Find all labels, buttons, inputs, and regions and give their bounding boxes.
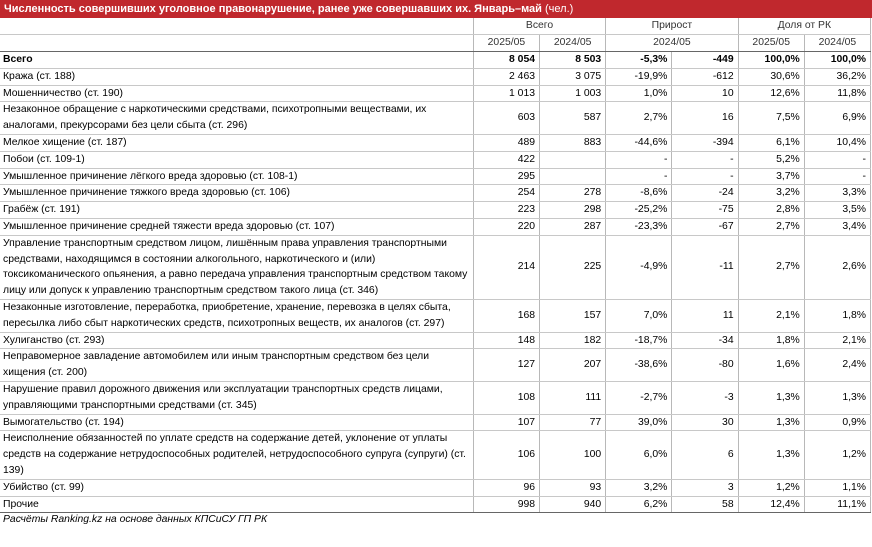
cell-v2024: 883 bbox=[540, 134, 606, 151]
row-name: Хулиганство (ст. 293) bbox=[0, 332, 473, 349]
cell-share2024: 11,8% bbox=[804, 85, 870, 102]
title-text: Численность совершивших уголовное правонарушение, ранее уже совершавших их. Январь–май bbox=[4, 3, 542, 15]
table-row bbox=[0, 68, 871, 85]
cell-growth-pct: -38,6% bbox=[606, 349, 672, 382]
cell-growth-pct: 39,0% bbox=[606, 414, 672, 431]
cell-v2024: 182 bbox=[540, 332, 606, 349]
table-row bbox=[0, 299, 871, 332]
cell-share2024: 10,4% bbox=[804, 134, 870, 151]
row-name: Умышленное причинение лёгкого вреда здоровью (ст. 108-1) bbox=[0, 168, 473, 185]
table-row bbox=[0, 414, 871, 431]
row-name: Грабёж (ст. 191) bbox=[0, 202, 473, 219]
cell-growth-abs: -3 bbox=[672, 381, 738, 414]
row-name: Незаконные изготовление, переработка, приобретение, хранение, перевозка в целях сбыта, пересылка либо сбыт наркотических средств, психотропных веществ, их аналогов (ст. 297) bbox=[0, 299, 473, 332]
cell-share2025: 1,3% bbox=[738, 414, 804, 431]
cell-v2024: 287 bbox=[540, 218, 606, 235]
cell-growth-pct: -23,3% bbox=[606, 218, 672, 235]
cell-growth-abs: -449 bbox=[672, 52, 738, 69]
cell-growth-abs: 3 bbox=[672, 479, 738, 496]
cell-v2025: 108 bbox=[473, 381, 539, 414]
cell-growth-pct: -8,6% bbox=[606, 185, 672, 202]
cell-v2024: 587 bbox=[540, 102, 606, 135]
table-title bbox=[0, 0, 872, 18]
cell-share2025: 12,6% bbox=[738, 85, 804, 102]
cell-growth-abs: - bbox=[672, 151, 738, 168]
cell-growth-abs: -612 bbox=[672, 68, 738, 85]
cell-v2025: 1 013 bbox=[473, 85, 539, 102]
table-row bbox=[0, 202, 871, 219]
cell-v2025: 106 bbox=[473, 431, 539, 479]
cell-v2025: 223 bbox=[473, 202, 539, 219]
cell-v2025: 254 bbox=[473, 185, 539, 202]
table-row bbox=[0, 496, 871, 513]
footnote: Расчёты Ranking.kz на основе данных КПСиСУ ГП РК bbox=[3, 514, 268, 526]
cell-share2025: 1,3% bbox=[738, 431, 804, 479]
table-row bbox=[0, 431, 871, 479]
table-row bbox=[0, 479, 871, 496]
cell-v2025: 220 bbox=[473, 218, 539, 235]
table-body bbox=[0, 52, 871, 513]
cell-share2025: 12,4% bbox=[738, 496, 804, 513]
cell-share2025: 100,0% bbox=[738, 52, 804, 69]
cell-share2024: 1,8% bbox=[804, 299, 870, 332]
cell-growth-pct: 6,0% bbox=[606, 431, 672, 479]
cell-v2025: 214 bbox=[473, 235, 539, 299]
cell-v2024: 3 075 bbox=[540, 68, 606, 85]
data-table bbox=[0, 18, 871, 513]
header-sub-share-2025: 2025/05 bbox=[738, 35, 804, 52]
cell-v2024: 93 bbox=[540, 479, 606, 496]
cell-share2024: 11,1% bbox=[804, 496, 870, 513]
cell-growth-abs: -11 bbox=[672, 235, 738, 299]
table-row bbox=[0, 349, 871, 382]
cell-share2025: 2,7% bbox=[738, 235, 804, 299]
cell-share2024: - bbox=[804, 151, 870, 168]
table-row bbox=[0, 85, 871, 102]
cell-share2025: 2,7% bbox=[738, 218, 804, 235]
cell-share2024: 3,4% bbox=[804, 218, 870, 235]
cell-growth-pct: -44,6% bbox=[606, 134, 672, 151]
row-name: Неисполнение обязанностей по уплате средств на содержание детей, уклонение от уплаты средств на содержание нетрудоспособных родителей, нетрудоспособного супруга (супруги) (ст. 139) bbox=[0, 431, 473, 479]
cell-growth-abs: 10 bbox=[672, 85, 738, 102]
cell-share2024: 2,6% bbox=[804, 235, 870, 299]
cell-v2025: 148 bbox=[473, 332, 539, 349]
cell-share2025: 3,2% bbox=[738, 185, 804, 202]
cell-share2024: 2,1% bbox=[804, 332, 870, 349]
table-row bbox=[0, 332, 871, 349]
row-name: Всего bbox=[0, 52, 473, 69]
cell-growth-pct: -4,9% bbox=[606, 235, 672, 299]
cell-share2024: 36,2% bbox=[804, 68, 870, 85]
cell-share2025: 6,1% bbox=[738, 134, 804, 151]
cell-growth-pct: -25,2% bbox=[606, 202, 672, 219]
header-sub-2024: 2024/05 bbox=[540, 35, 606, 52]
cell-growth-abs: 30 bbox=[672, 414, 738, 431]
cell-v2024 bbox=[540, 168, 606, 185]
cell-growth-abs: -80 bbox=[672, 349, 738, 382]
row-name: Убийство (ст. 99) bbox=[0, 479, 473, 496]
cell-v2025: 96 bbox=[473, 479, 539, 496]
cell-growth-abs: -67 bbox=[672, 218, 738, 235]
cell-v2024: 100 bbox=[540, 431, 606, 479]
cell-v2024: 278 bbox=[540, 185, 606, 202]
cell-growth-pct: -5,3% bbox=[606, 52, 672, 69]
cell-v2025: 422 bbox=[473, 151, 539, 168]
cell-share2024: 0,9% bbox=[804, 414, 870, 431]
cell-share2025: 1,3% bbox=[738, 381, 804, 414]
row-name: Прочие bbox=[0, 496, 473, 513]
cell-share2025: 30,6% bbox=[738, 68, 804, 85]
cell-v2025: 295 bbox=[473, 168, 539, 185]
cell-v2024: 157 bbox=[540, 299, 606, 332]
cell-growth-pct: 2,7% bbox=[606, 102, 672, 135]
row-name: Управление транспортным средством лицом, лишённым права управления транспортными средствами, находящимся в состоянии алкогольного, наркотического и (или) токсикоманического опьянения, а равно передача управления транспортным средством такому лицу или допуск к управлению транспортным средством такого лица (ст. 346) bbox=[0, 235, 473, 299]
table-row bbox=[0, 134, 871, 151]
table-row bbox=[0, 218, 871, 235]
cell-growth-pct: - bbox=[606, 168, 672, 185]
cell-v2024: 77 bbox=[540, 414, 606, 431]
table-row bbox=[0, 168, 871, 185]
cell-v2024: 298 bbox=[540, 202, 606, 219]
cell-v2024: 8 503 bbox=[540, 52, 606, 69]
table-row bbox=[0, 102, 871, 135]
row-name: Неправомерное завладение автомобилем или иным транспортным средством без цели хищения (ст. 200) bbox=[0, 349, 473, 382]
cell-v2024: 111 bbox=[540, 381, 606, 414]
cell-v2025: 127 bbox=[473, 349, 539, 382]
cell-share2024: 2,4% bbox=[804, 349, 870, 382]
cell-share2025: 5,2% bbox=[738, 151, 804, 168]
table-row bbox=[0, 381, 871, 414]
cell-growth-abs: -394 bbox=[672, 134, 738, 151]
row-name: Вымогательство (ст. 194) bbox=[0, 414, 473, 431]
cell-share2024: 1,3% bbox=[804, 381, 870, 414]
table-row bbox=[0, 151, 871, 168]
cell-growth-pct: -2,7% bbox=[606, 381, 672, 414]
cell-share2024: - bbox=[804, 168, 870, 185]
cell-v2025: 998 bbox=[473, 496, 539, 513]
cell-share2024: 1,2% bbox=[804, 431, 870, 479]
cell-share2025: 2,8% bbox=[738, 202, 804, 219]
row-name: Кража (ст. 188) bbox=[0, 68, 473, 85]
cell-growth-pct: 7,0% bbox=[606, 299, 672, 332]
cell-share2025: 2,1% bbox=[738, 299, 804, 332]
cell-growth-abs: 6 bbox=[672, 431, 738, 479]
cell-v2025: 8 054 bbox=[473, 52, 539, 69]
row-name: Побои (ст. 109-1) bbox=[0, 151, 473, 168]
cell-growth-abs: -24 bbox=[672, 185, 738, 202]
cell-v2024: 1 003 bbox=[540, 85, 606, 102]
row-name: Нарушение правил дорожного движения или эксплуатации транспортных средств лицами, управляющими транспортными средствами (ст. 345) bbox=[0, 381, 473, 414]
cell-share2025: 1,6% bbox=[738, 349, 804, 382]
cell-share2025: 1,2% bbox=[738, 479, 804, 496]
cell-growth-pct: 1,0% bbox=[606, 85, 672, 102]
header-group-growth: Прирост bbox=[606, 18, 738, 35]
row-name: Незаконное обращение с наркотическими средствами, психотропными веществами, их аналогами, прекурсорами без цели сбыта (ст. 296) bbox=[0, 102, 473, 135]
cell-v2025: 168 bbox=[473, 299, 539, 332]
cell-growth-pct: 3,2% bbox=[606, 479, 672, 496]
cell-v2025: 2 463 bbox=[473, 68, 539, 85]
cell-growth-pct: 6,2% bbox=[606, 496, 672, 513]
cell-share2025: 3,7% bbox=[738, 168, 804, 185]
cell-share2024: 3,3% bbox=[804, 185, 870, 202]
header-sub-growth: 2024/05 bbox=[606, 35, 738, 52]
cell-v2024: 940 bbox=[540, 496, 606, 513]
cell-share2024: 100,0% bbox=[804, 52, 870, 69]
cell-growth-abs: 11 bbox=[672, 299, 738, 332]
cell-v2024: 207 bbox=[540, 349, 606, 382]
row-name: Мелкое хищение (ст. 187) bbox=[0, 134, 473, 151]
table-row bbox=[0, 235, 871, 299]
cell-growth-abs: -34 bbox=[672, 332, 738, 349]
cell-growth-abs: -75 bbox=[672, 202, 738, 219]
cell-v2025: 603 bbox=[473, 102, 539, 135]
header-sub-2025: 2025/05 bbox=[473, 35, 539, 52]
header-blank-2 bbox=[0, 35, 473, 52]
cell-v2024: 225 bbox=[540, 235, 606, 299]
cell-growth-pct: -18,7% bbox=[606, 332, 672, 349]
title-unit: (чел.) bbox=[545, 3, 574, 15]
cell-growth-pct: - bbox=[606, 151, 672, 168]
cell-share2025: 7,5% bbox=[738, 102, 804, 135]
table-row bbox=[0, 52, 871, 69]
row-name: Мошенничество (ст. 190) bbox=[0, 85, 473, 102]
cell-growth-abs: - bbox=[672, 168, 738, 185]
row-name: Умышленное причинение средней тяжести вреда здоровью (ст. 107) bbox=[0, 218, 473, 235]
cell-v2025: 107 bbox=[473, 414, 539, 431]
header-sub-share-2024: 2024/05 bbox=[804, 35, 870, 52]
cell-share2024: 1,1% bbox=[804, 479, 870, 496]
cell-share2025: 1,8% bbox=[738, 332, 804, 349]
row-name: Умышленное причинение тяжкого вреда здоровью (ст. 106) bbox=[0, 185, 473, 202]
header-group-total: Всего bbox=[473, 18, 605, 35]
cell-growth-pct: -19,9% bbox=[606, 68, 672, 85]
cell-growth-abs: 16 bbox=[672, 102, 738, 135]
cell-share2024: 3,5% bbox=[804, 202, 870, 219]
header-group-share: Доля от РК bbox=[738, 18, 870, 35]
header-blank bbox=[0, 18, 473, 35]
cell-v2024 bbox=[540, 151, 606, 168]
cell-growth-abs: 58 bbox=[672, 496, 738, 513]
cell-share2024: 6,9% bbox=[804, 102, 870, 135]
table-row bbox=[0, 185, 871, 202]
cell-v2025: 489 bbox=[473, 134, 539, 151]
